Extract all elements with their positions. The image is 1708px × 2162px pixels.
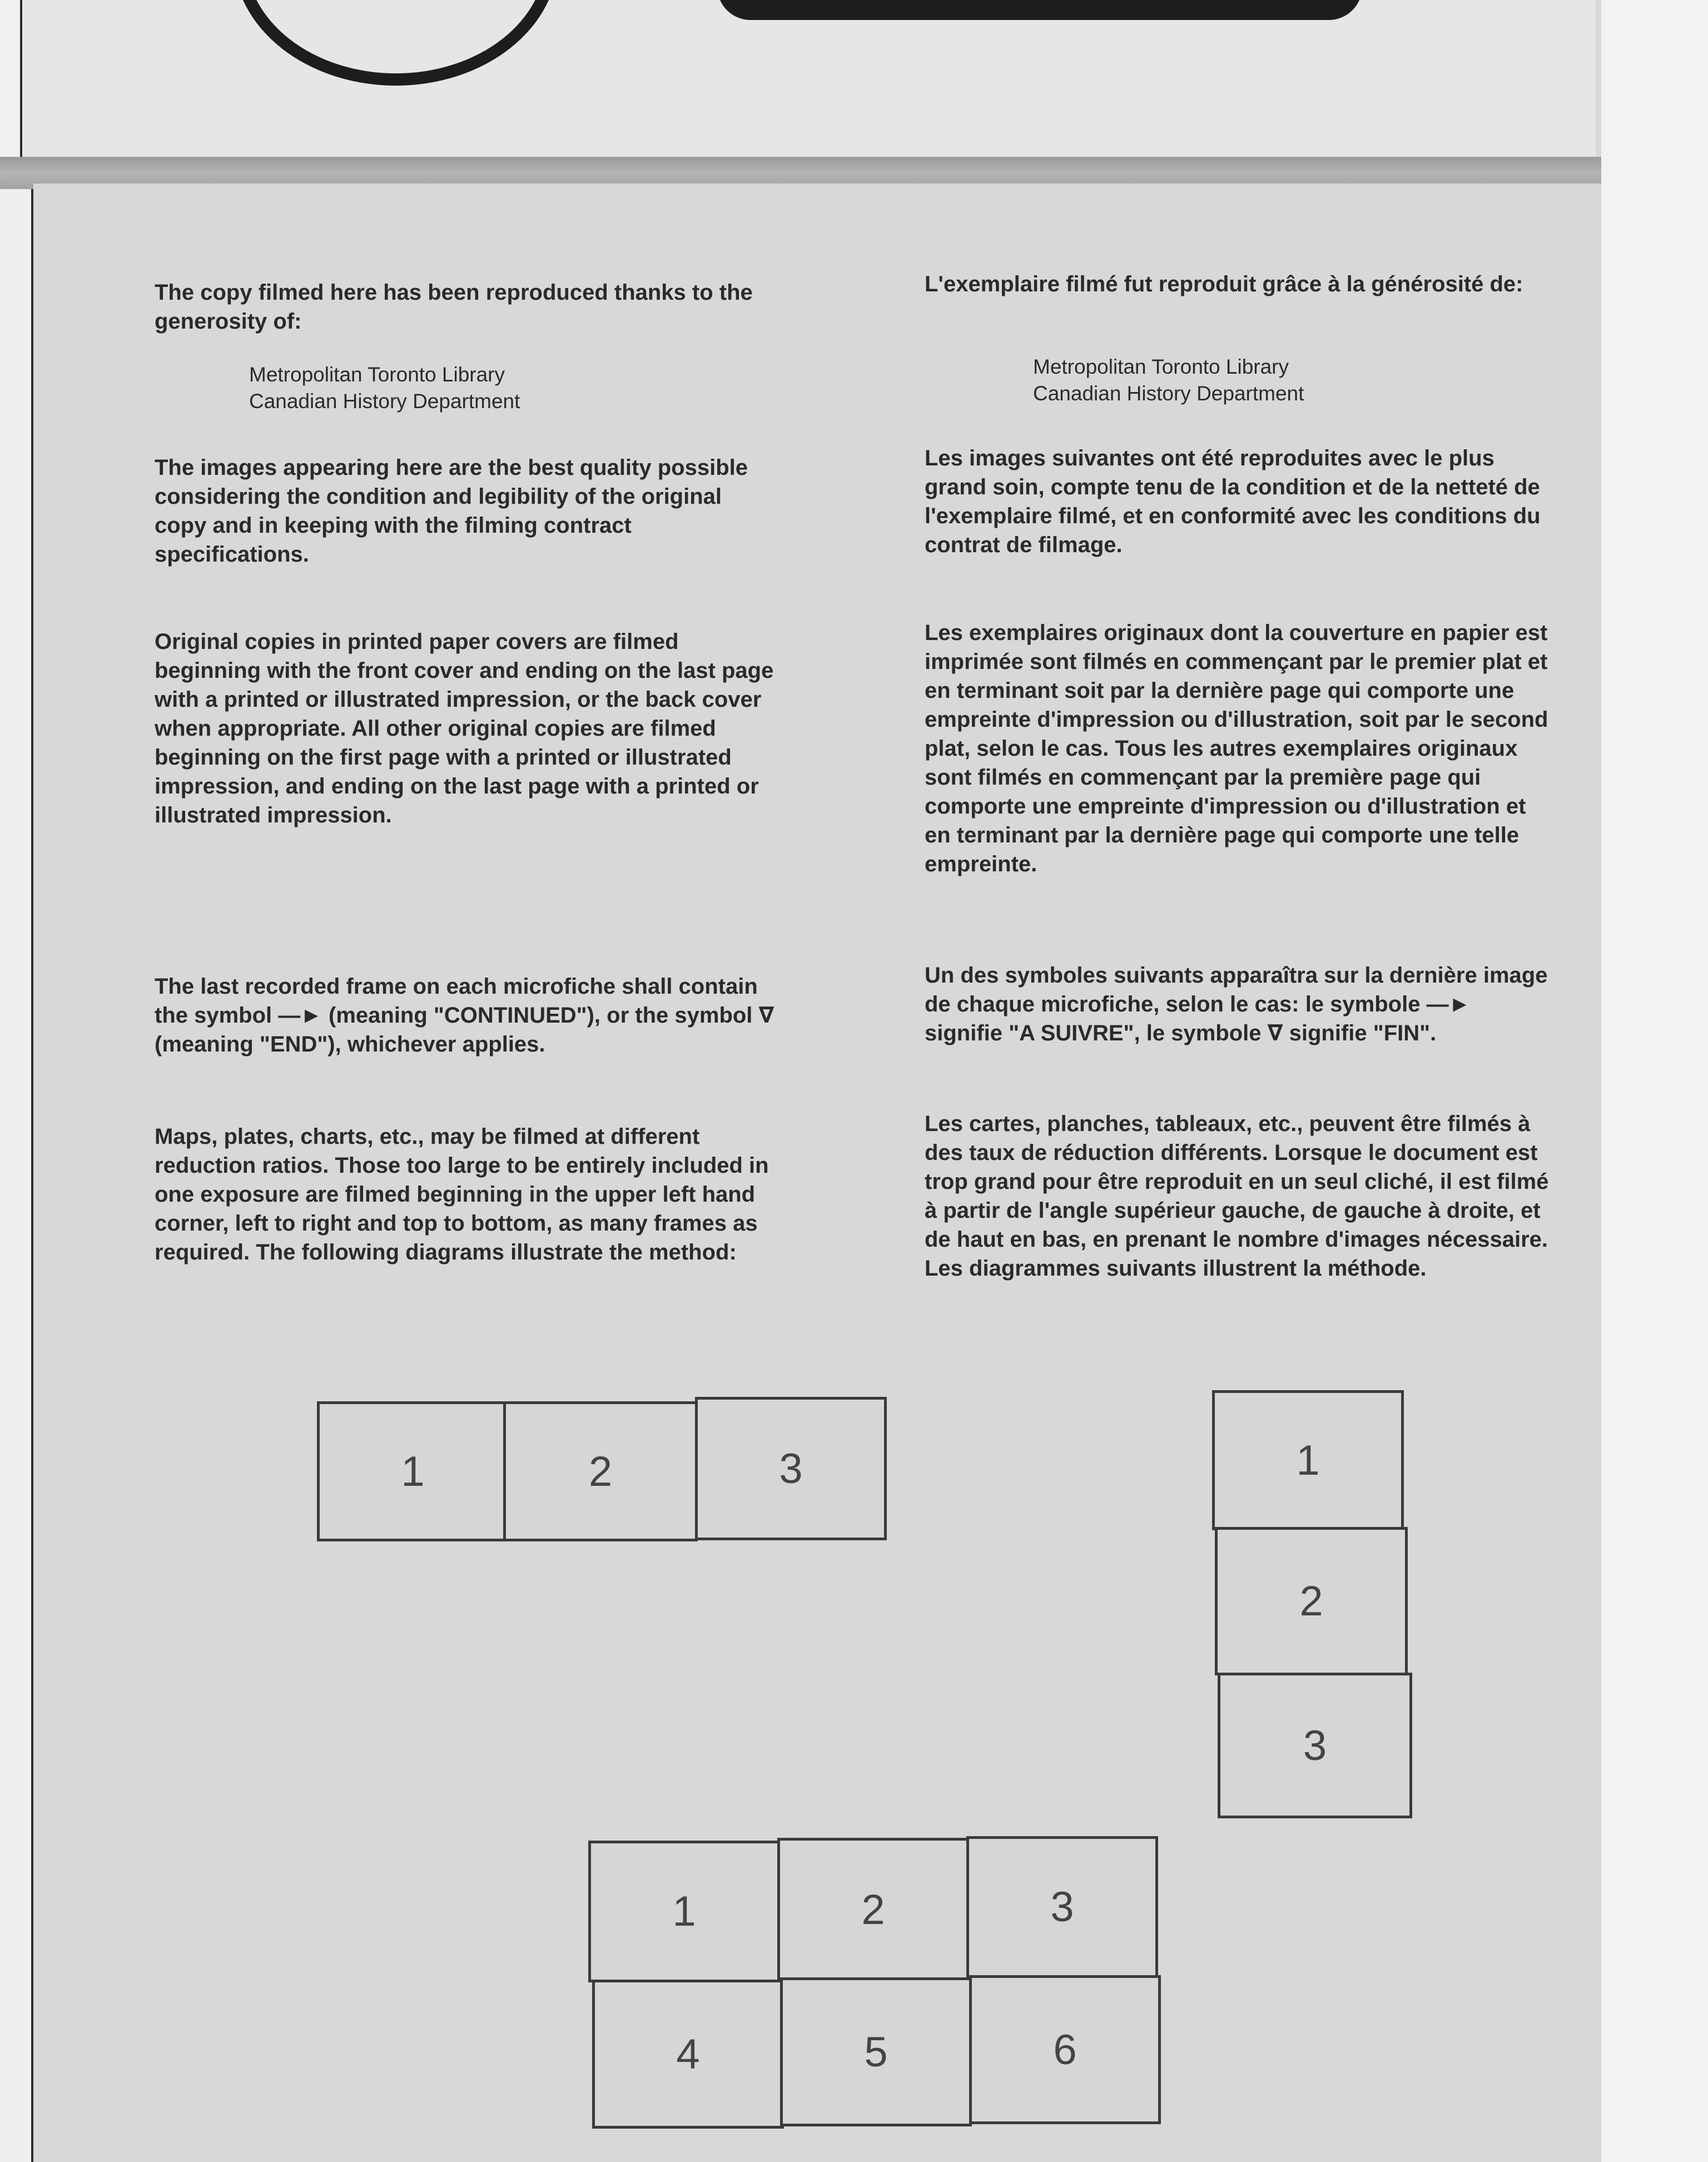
en-quality-text: The images appearing here are the best quality possible considering the condition and legibility of the original copy and in keeping with the filming contract specifications. <box>155 455 748 567</box>
en-originals-paragraph <box>155 627 788 830</box>
film-edge-top <box>0 0 22 157</box>
film-edge-right <box>1601 0 1708 2162</box>
en-generosity-text: The copy filmed here has been reproduced thanks to the generosity of: <box>155 280 753 334</box>
previous-frame-header <box>22 0 1596 159</box>
end-triangle-icon: ∇ <box>758 1003 774 1028</box>
logo-text-fragment <box>717 0 1362 20</box>
en-quality-paragraph <box>155 453 766 569</box>
en-symbols-text-c: (meaning "END"), whichever applies. <box>155 1032 545 1057</box>
fr-generosity-text: L'exemplaire filmé fut reproduit grâce à la générosité de: <box>925 272 1523 296</box>
frame-cell: 2 <box>503 1401 698 1541</box>
frame-cell: 3 <box>1218 1673 1412 1818</box>
fr-symbols-text <box>925 961 1553 1048</box>
fr-library-department: Canadian History Department <box>1033 382 1304 405</box>
end-triangle-icon: ∇ <box>1267 1021 1283 1045</box>
frame-cell: 6 <box>969 1975 1161 2124</box>
en-originals-text: Original copies in printed paper covers are filmed beginning with the front cover and ending on the last page with a printed or illustrated impression, or the back cover when appropriate. All other original copies are filmed beginning on the first page with a printed or illustrated impression, and ending on the last page with a printed or illustrated impression. <box>155 629 774 827</box>
frame-cell: 3 <box>695 1397 887 1540</box>
continued-arrow-icon: —► <box>1426 992 1471 1016</box>
en-symbols-text <box>155 972 788 1059</box>
frame-cell: 4 <box>592 1980 784 2129</box>
en-generosity-paragraph <box>155 278 800 336</box>
frame-cell: 3 <box>966 1836 1158 1978</box>
fr-generosity-paragraph <box>925 270 1553 299</box>
en-library-block <box>249 361 894 415</box>
en-maps-text: Maps, plates, charts, etc., may be filmed at different reduction ratios. Those too large to be entirely included in one exposure are filmed beginning in the upper left hand corner, left to right and top to bottom, as many frames as required. The following diagrams illustrate the method: <box>155 1124 769 1265</box>
frame-cell: 1 <box>588 1841 780 1982</box>
frame-cell: 2 <box>777 1838 969 1981</box>
en-library-name: Metropolitan Toronto Library <box>249 363 505 386</box>
fr-originals-text: Les exemplaires originaux dont la couverture en papier est imprimée sont filmés en commençant par le premier plat et en terminant soit par la dernière page qui comporte une empreinte d'impression ou d'illustration, soit par le second plat, selon le cas. Tous les autres exemplaires originaux sont filmés en commençant par la première page qui comporte une empreinte d'impression ou d'illustration et en terminant par la dernière page qui comporte une telle empreinte. <box>925 621 1548 876</box>
logo-ring-fragment <box>234 0 558 86</box>
en-library-department: Canadian History Department <box>249 390 520 413</box>
fr-symbols-paragraph <box>925 961 1553 1048</box>
fr-symbols-text-c: signifie "FIN". <box>1289 1021 1437 1045</box>
frame-cell: 1 <box>317 1401 509 1541</box>
fr-symbols-text-b: signifie "A SUIVRE", le symbole <box>925 1021 1262 1045</box>
fr-symbols-text-a: Un des symboles suivants apparaîtra sur la dernière image de chaque microfiche, selon le cas: le symbole <box>925 963 1548 1016</box>
frame-cell: 2 <box>1215 1527 1408 1675</box>
frame-cell: 1 <box>1212 1390 1404 1530</box>
fr-library-name: Metropolitan Toronto Library <box>1033 355 1289 378</box>
film-edge-left <box>0 189 33 2162</box>
en-symbols-text-b: (meaning "CONTINUED"), or the symbol <box>329 1003 753 1028</box>
en-symbols-paragraph <box>155 972 788 1059</box>
fr-quality-paragraph <box>925 444 1553 559</box>
en-maps-paragraph <box>155 1122 777 1267</box>
fr-library-block <box>1033 354 1661 407</box>
frame-cell: 5 <box>780 1977 972 2126</box>
en-symbols-text-a: The last recorded frame on each microfiche shall contain the symbol <box>155 974 758 1028</box>
fr-quality-text: Les images suivantes ont été reproduites avec le plus grand soin, compte tenu de la condition et de la netteté de l'exemplaire filmé, et en conformité avec les conditions du contrat de filmage. <box>925 446 1541 557</box>
fr-maps-text: Les cartes, planches, tableaux, etc., peuvent être filmés à des taux de réduction différents. Lorsque le document est trop grand pour être reproduit en un seul cliché, il est filmé à partir de l'angle supérieur gauche, de gauche à droite, et de haut en bas, en prenant le nombre d'images nécessaire. Les diagrammes suivants illustrent la méthode. <box>925 1112 1549 1281</box>
continued-arrow-icon: —► <box>278 1003 322 1028</box>
fr-maps-paragraph <box>925 1109 1553 1283</box>
fr-originals-paragraph <box>925 618 1553 879</box>
